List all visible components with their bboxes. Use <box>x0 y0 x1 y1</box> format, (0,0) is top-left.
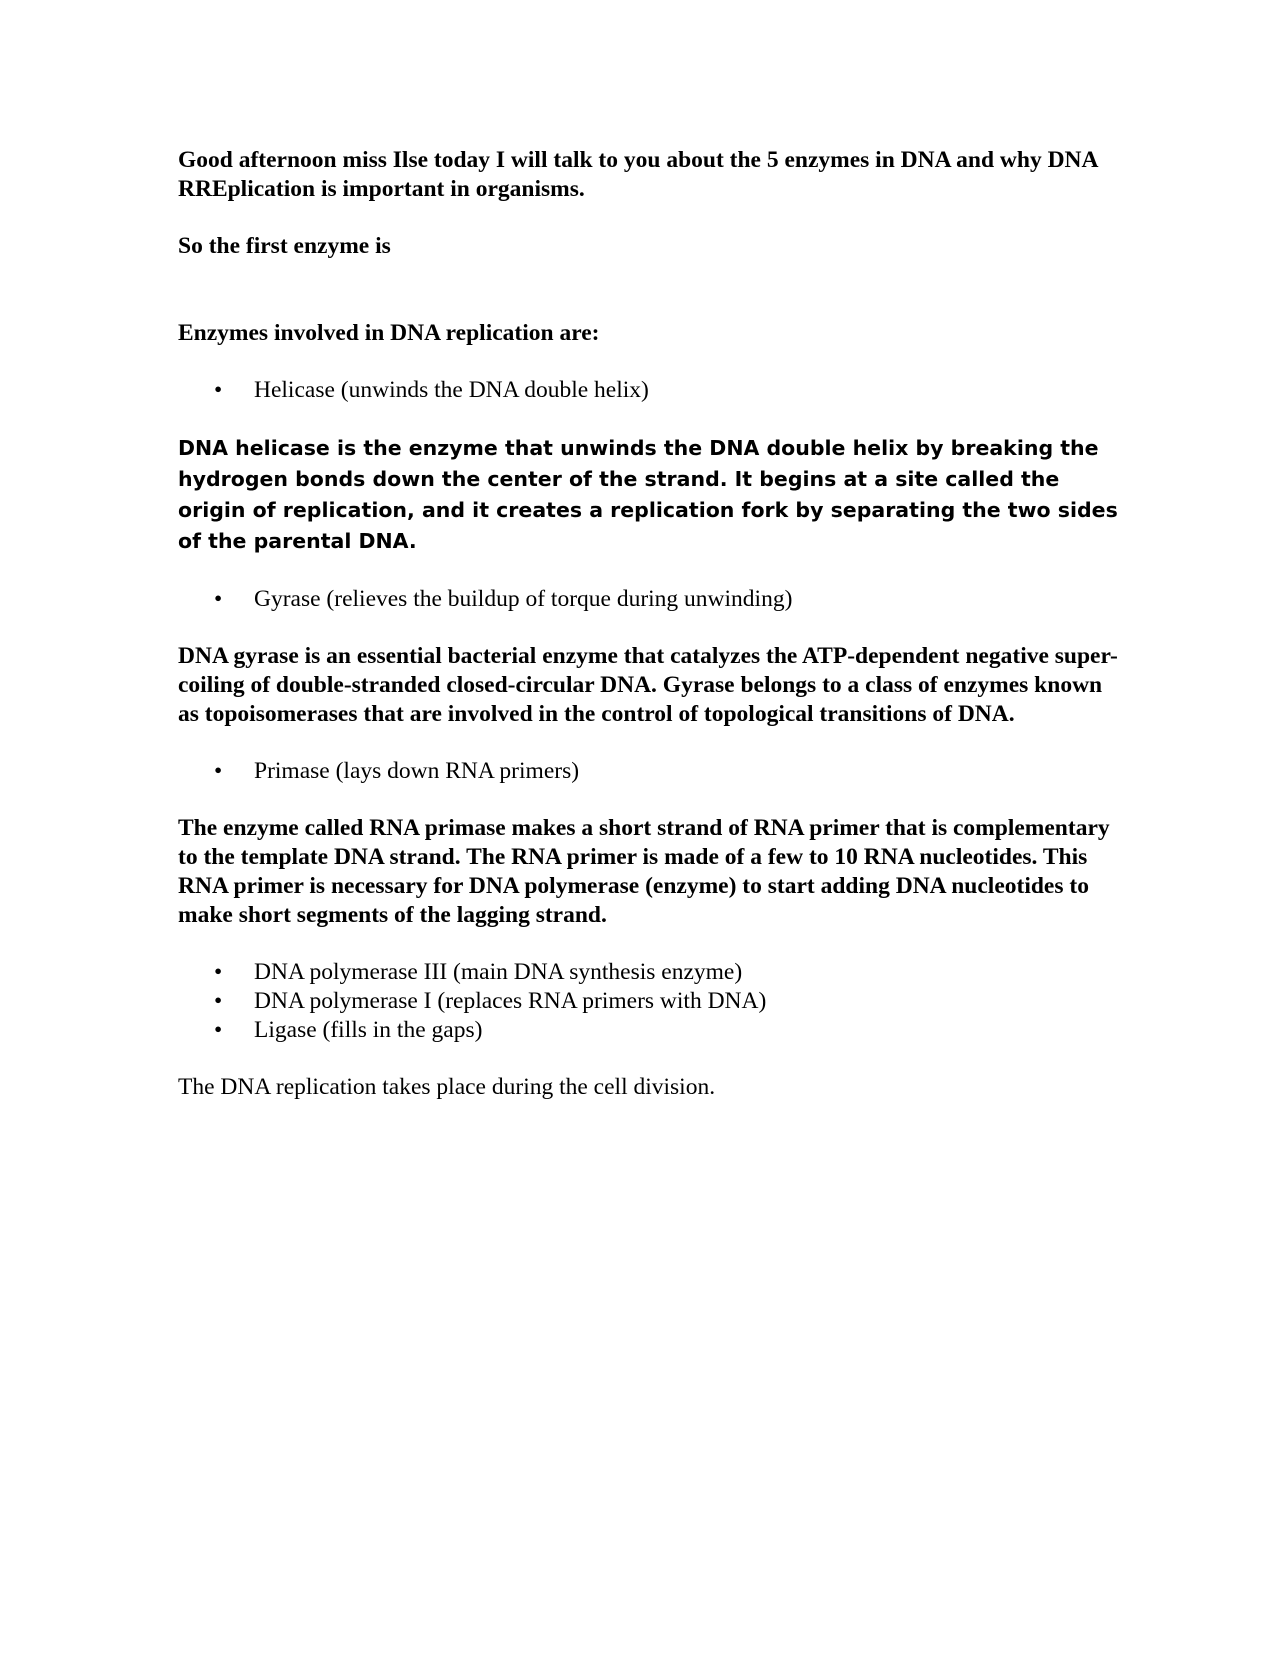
primase-item: Primase (lays down RNA primers) <box>254 758 580 784</box>
first-enzyme-line: So the first enzyme is <box>178 233 391 259</box>
gyrase-list <box>178 585 1128 614</box>
final-enzymes-list <box>178 958 1128 1045</box>
primase-description: The enzyme called RNA primase makes a short strand of RNA primer that is complementary to the template DNA strand. The RNA primer is made of a few to 10 RNA nucleotides. This RNA primer is necessary for DNA polymerase (enzyme) to start adding DNA nucleotides to make short segments of the lagging strand. <box>178 815 1110 928</box>
closing-sentence: The DNA replication takes place during the cell division. <box>178 1074 716 1100</box>
bullet-icon: • <box>214 959 223 985</box>
bullet-icon: • <box>214 377 223 403</box>
list-item <box>178 958 1128 987</box>
bullet-icon: • <box>214 586 223 612</box>
primase-list <box>178 757 1128 786</box>
document-body <box>178 146 1128 1102</box>
bullet-icon: • <box>214 988 223 1014</box>
polymerase-i-item: DNA polymerase I (replaces RNA primers with DNA) <box>254 988 767 1014</box>
polymerase-iii-item: DNA polymerase III (main DNA synthesis enzyme) <box>254 959 743 985</box>
helicase-description: DNA helicase is the enzyme that unwinds the DNA double helix by breaking the hydrogen bonds down the center of the strand. It begins at a site called the origin of replication, and it creates a replication fork by separating the two sides of the parental DNA. <box>178 436 1118 553</box>
list-item <box>178 585 1128 614</box>
intro-paragraph: Good afternoon miss Ilse today I will talk to you about the 5 enzymes in DNA and why DNA RREplication is important in organisms. <box>178 147 1098 202</box>
helicase-item: Helicase (unwinds the DNA double helix) <box>254 377 649 403</box>
gyrase-item: Gyrase (relieves the buildup of torque during unwinding) <box>254 586 793 612</box>
list-item <box>178 757 1128 786</box>
gyrase-description: DNA gyrase is an essential bacterial enzyme that catalyzes the ATP-dependent negative super-coiling of double-stranded closed-circular DNA. Gyrase belongs to a class of enzymes known as topoisomerases that are involved in the control of topological transitions of DNA. <box>178 643 1118 727</box>
list-item <box>178 376 1128 405</box>
ligase-item: Ligase (fills in the gaps) <box>254 1017 483 1043</box>
list-item <box>178 1016 1128 1045</box>
helicase-list <box>178 376 1128 405</box>
enzymes-heading: Enzymes involved in DNA replication are: <box>178 320 600 346</box>
bullet-icon: • <box>214 758 223 784</box>
bullet-icon: • <box>214 1017 223 1043</box>
list-item <box>178 987 1128 1016</box>
